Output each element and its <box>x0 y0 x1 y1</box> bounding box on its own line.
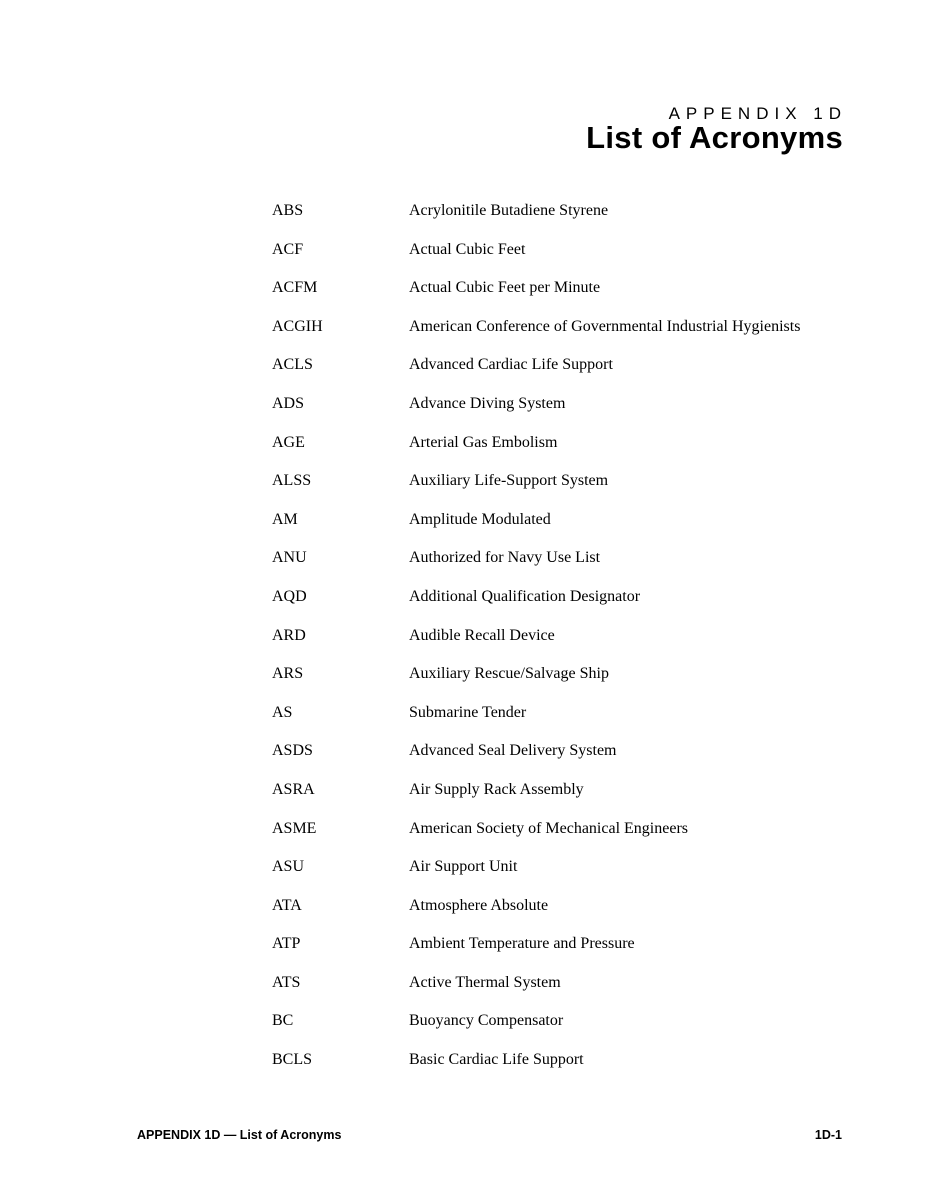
appendix-label: APPENDIX 1D <box>668 104 847 123</box>
acronym-row <box>272 395 862 434</box>
acronym-row <box>272 897 862 936</box>
acronym-row <box>272 511 862 550</box>
acronym-definition: Arterial Gas Embolism <box>409 433 558 451</box>
acronym-abbreviation: ALSS <box>272 472 312 490</box>
acronym-abbreviation: ARS <box>272 665 304 683</box>
acronym-definition: Atmosphere Absolute <box>409 896 549 914</box>
acronym-definition: Active Thermal System <box>409 973 561 991</box>
page-number: 1D-1 <box>814 1128 842 1142</box>
acronym-abbreviation: ATA <box>272 896 302 914</box>
acronym-row <box>272 627 862 666</box>
acronym-definition: Air Support Unit <box>409 858 518 876</box>
acronym-row <box>272 742 862 781</box>
acronym-row <box>272 241 862 280</box>
acronym-row <box>272 1051 862 1090</box>
acronym-abbreviation: AM <box>272 510 298 528</box>
acronym-row <box>272 549 862 588</box>
footer-title: APPENDIX 1D — List of Acronyms <box>137 1128 342 1142</box>
acronym-definition: Auxiliary Rescue/Salvage Ship <box>409 665 609 683</box>
acronym-abbreviation: ACGIH <box>272 317 323 335</box>
acronym-definition: Advanced Cardiac Life Support <box>409 356 613 374</box>
acronym-definition: Buoyancy Compensator <box>409 1012 564 1030</box>
acronym-row <box>272 820 862 859</box>
acronym-definition: Authorized for Navy Use List <box>409 549 601 567</box>
acronym-abbreviation: ACFM <box>272 279 318 297</box>
acronym-definition: Acrylonitile Butadiene Styrene <box>409 202 609 219</box>
page-title: List of Acronyms <box>586 120 843 155</box>
acronym-abbreviation: BC <box>272 1012 294 1030</box>
acronym-row <box>272 665 862 704</box>
acronym-abbreviation: BCLS <box>272 1051 313 1069</box>
acronym-definition: Auxiliary Life-Support System <box>409 472 609 490</box>
acronym-definition: Ambient Temperature and Pressure <box>409 935 635 953</box>
acronym-definition: Amplitude Modulated <box>409 510 551 528</box>
acronym-definition: Additional Qualification Designator <box>409 587 641 605</box>
acronym-definition: Advance Diving System <box>409 394 566 412</box>
acronym-row <box>272 974 862 1013</box>
acronym-definition: Submarine Tender <box>409 703 527 721</box>
acronym-definition: American Conference of Governmental Industrial Hygienists <box>409 317 801 335</box>
acronym-row <box>272 588 862 627</box>
acronym-row <box>272 935 862 974</box>
acronym-definition: Basic Cardiac Life Support <box>409 1051 584 1069</box>
acronym-abbreviation: ANU <box>272 549 307 567</box>
acronym-list <box>272 202 862 1090</box>
acronym-abbreviation: ASME <box>272 819 317 837</box>
acronym-row <box>272 1012 862 1051</box>
acronym-abbreviation: AGE <box>272 433 305 451</box>
acronym-row <box>272 279 862 318</box>
acronym-abbreviation: ABS <box>272 202 304 219</box>
acronym-abbreviation: ASU <box>272 858 305 876</box>
acronym-row <box>272 781 862 820</box>
acronym-row <box>272 318 862 357</box>
acronym-abbreviation: ASDS <box>272 742 313 760</box>
acronym-abbreviation: ACLS <box>272 356 313 374</box>
acronym-definition: Air Supply Rack Assembly <box>409 780 584 798</box>
acronym-abbreviation: AQD <box>272 587 307 605</box>
acronym-abbreviation: ATS <box>272 973 301 991</box>
acronym-row <box>272 472 862 511</box>
acronym-abbreviation: AS <box>272 703 293 721</box>
acronym-definition: Actual Cubic Feet per Minute <box>409 279 601 297</box>
acronym-row <box>272 858 862 897</box>
acronym-abbreviation: ARD <box>272 626 306 644</box>
acronym-abbreviation: ADS <box>272 394 305 412</box>
acronym-row <box>272 704 862 743</box>
acronym-abbreviation: ACF <box>272 240 304 258</box>
acronym-row <box>272 356 862 395</box>
acronym-row <box>272 202 862 241</box>
acronym-definition: American Society of Mechanical Engineers <box>409 819 688 837</box>
acronym-definition: Actual Cubic Feet <box>409 240 526 258</box>
acronym-abbreviation: ATP <box>272 935 301 953</box>
acronym-definition: Audible Recall Device <box>409 626 555 644</box>
acronym-abbreviation: ASRA <box>272 780 315 798</box>
acronym-definition: Advanced Seal Delivery System <box>409 742 617 760</box>
acronym-row <box>272 434 862 473</box>
